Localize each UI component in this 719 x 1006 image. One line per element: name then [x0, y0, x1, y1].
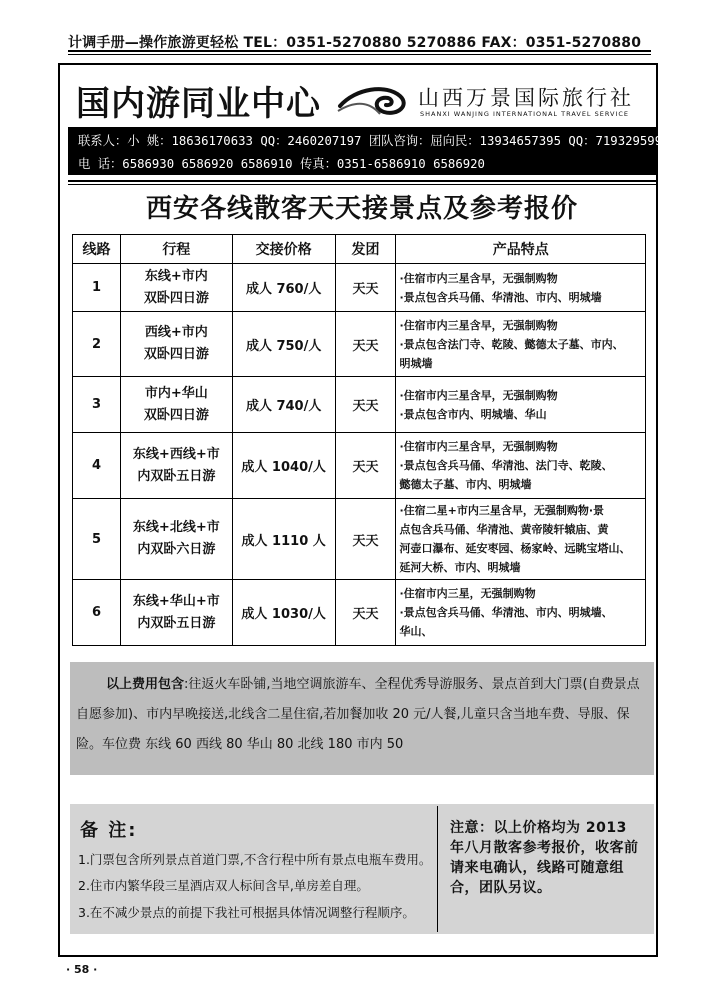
- route-itinerary: [120, 499, 232, 580]
- route-departure: 天天: [335, 499, 396, 580]
- route-itinerary: [120, 377, 232, 433]
- feature-line: ·住宿二星+市内三星含早，无强制购物·景: [399, 504, 605, 517]
- note-item: 3.在不减少景点的前提下我社可根据具体情况调整行程顺序。: [78, 905, 415, 920]
- itinerary-line: 东线+西线+市: [132, 446, 220, 462]
- feature-line: 懿德太子墓、市内、明城墙: [399, 478, 532, 491]
- route-price: 成人 740/人: [232, 377, 335, 433]
- header-departure: 发团: [335, 235, 396, 264]
- page-number: · 58 ·: [66, 963, 98, 976]
- feature-line: ·景点包含兵马俑、华清池、法门寺、乾陵、: [399, 459, 613, 472]
- itinerary-line: 市内+华山: [144, 385, 208, 401]
- company-name: 山西万景国际旅行社: [418, 86, 634, 110]
- logo-swirl-icon: [336, 78, 414, 122]
- divider-thin: [68, 184, 656, 185]
- route-itinerary: [120, 264, 232, 312]
- route-departure: 天天: [335, 264, 396, 312]
- notes-list: [70, 804, 437, 934]
- route-itinerary: [120, 580, 232, 646]
- page-title: 国内游同业中心: [76, 84, 321, 124]
- route-features: [396, 433, 646, 499]
- divider: [68, 180, 656, 182]
- itinerary-line: 东线+华山+市: [132, 593, 220, 609]
- route-number: 5: [73, 499, 121, 580]
- notes-title: 备 注:: [80, 820, 138, 841]
- feature-line: ·景点包含法门寺、乾陵、懿德太子墓、市内、: [399, 337, 624, 351]
- header: [68, 70, 656, 126]
- table-row: [73, 264, 646, 312]
- table-row: [73, 580, 646, 646]
- feature-line: ·景点包含市内、明城墙、华山: [399, 407, 547, 421]
- top-header: 计调手册—操作旅游更轻松 TEL：0351-5270880 5270886 FAX：0351-5270880: [68, 35, 642, 51]
- route-number: 6: [73, 580, 121, 646]
- fees-label: 以上费用包含: [106, 677, 185, 692]
- contact-line-1: 联系人：小 姚：18636170633 QQ：2460207197 团队咨询：屈向民：13934657395 QQ：719329599: [78, 134, 663, 148]
- feature-line: ·住宿市内三星含早，无强制购物: [399, 440, 558, 453]
- feature-line: ·景点包含兵马俑、华清池、市内、明城墙: [399, 290, 602, 304]
- main-title: 西安各线散客天天接景点及参考报价: [145, 194, 578, 224]
- header-itinerary: 行程: [120, 235, 232, 264]
- top-rule: [68, 50, 651, 52]
- route-price: 成人 750/人: [232, 312, 335, 377]
- route-price: 成人 1040/人: [232, 433, 335, 499]
- route-number: 2: [73, 312, 121, 377]
- routes-table: [72, 234, 646, 646]
- itinerary-line: 东线+市内: [144, 268, 208, 284]
- feature-line: ·景点包含兵马俑、华清池、市内、明城墙、: [399, 606, 613, 619]
- itinerary-line: 内双卧五日游: [137, 468, 216, 484]
- route-features: [396, 264, 646, 312]
- route-features: [396, 312, 646, 377]
- route-departure: 天天: [335, 433, 396, 499]
- fees-text: [76, 670, 650, 760]
- itinerary-line: 内双卧六日游: [137, 542, 216, 557]
- table-header-row: [73, 235, 646, 264]
- itinerary-line: 双卧四日游: [143, 290, 209, 306]
- route-price: 成人 1030/人: [232, 580, 335, 646]
- route-price: 成人 760/人: [232, 264, 335, 312]
- itinerary-line: 内双卧五日游: [137, 615, 216, 631]
- table-row: [73, 312, 646, 377]
- route-itinerary: [120, 312, 232, 377]
- itinerary-line: 东线+北线+市: [132, 520, 220, 535]
- route-price: 成人 1110 人: [232, 499, 335, 580]
- company-name-en: SHANXI WANJING INTERNATIONAL TRAVEL SERVICE: [420, 110, 630, 118]
- route-features: [396, 580, 646, 646]
- header-route-no: 线路: [73, 235, 121, 264]
- route-departure: 天天: [335, 377, 396, 433]
- feature-line: ·住宿市内三星含早，无强制购物: [399, 318, 558, 332]
- fees-detail: :往返火车卧铺,当地空调旅游车、全程优秀导游服务、景点首到大门票(自费景点自愿参加)、市内早晚接送,北线含二星住宿,若加餐加收 20 元/人餐,儿童只含当地车费、导服、保险。车位费 东线 60 西线 80 华山 80 北线 180 市内 50: [76, 677, 640, 752]
- table-row: [73, 377, 646, 433]
- table-row: [73, 499, 646, 580]
- feature-line: 点包含兵马俑、华清池、黄帝陵轩辕庙、黄: [399, 523, 609, 536]
- feature-line: 延河大桥、市内、明城墙: [399, 561, 521, 574]
- itinerary-line: 西线+市内: [144, 325, 208, 340]
- route-number: 1: [73, 264, 121, 312]
- header-price: 交接价格: [232, 235, 335, 264]
- route-number: 4: [73, 433, 121, 499]
- feature-line: ·住宿市内三星含早，无强制购物: [399, 388, 558, 402]
- route-departure: 天天: [335, 580, 396, 646]
- feature-line: 华山、: [399, 625, 433, 638]
- note-item: 2.住市内繁华段三星酒店双人标间含早,单房差自理。: [78, 878, 369, 893]
- fees-box: [70, 662, 654, 775]
- notes-divider: [437, 806, 438, 932]
- route-departure: 天天: [335, 312, 396, 377]
- itinerary-line: 双卧四日游: [143, 407, 209, 423]
- route-features: [396, 377, 646, 433]
- feature-line: ·住宿市内三星含早，无强制购物: [399, 271, 558, 285]
- price-notice: 注意：以上价格均为 2013 年八月散客参考报价，收客前请来电确认，线路可随意组合，团队另议。: [450, 820, 639, 896]
- note-item: 1.门票包含所列景点首道门票,不含行程中所有景点电瓶车费用。: [78, 852, 432, 867]
- itinerary-line: 双卧四日游: [143, 347, 209, 362]
- route-features: [396, 499, 646, 580]
- header-features: 产品特点: [396, 235, 646, 264]
- contact-bar: [68, 127, 663, 175]
- feature-line: ·住宿市内三星，无强制购物: [399, 587, 536, 600]
- route-itinerary: [120, 433, 232, 499]
- feature-line: 明城墙: [399, 356, 433, 370]
- contact-line-2: 电 话：6586930 6586920 6586910 传真：0351-6586910 6586920: [78, 157, 485, 171]
- table-row: [73, 433, 646, 499]
- route-number: 3: [73, 377, 121, 433]
- top-rule-thin: [68, 54, 651, 55]
- feature-line: 河壶口瀑布、延安枣园、杨家岭、远眺宝塔山、: [399, 542, 631, 555]
